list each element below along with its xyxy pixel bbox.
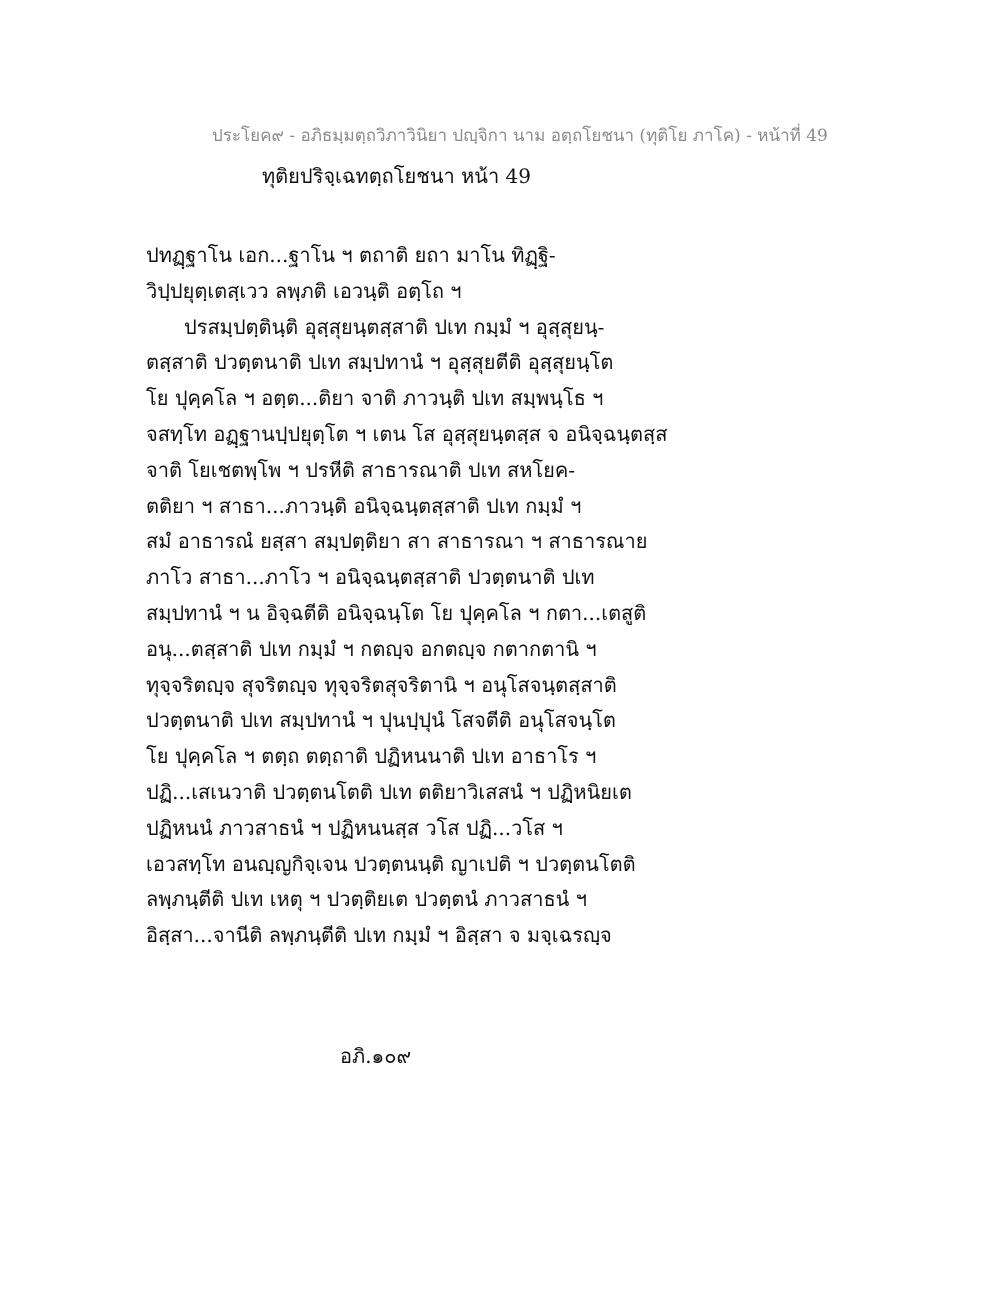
section-title: ทุติยปริจฺเฉทตฺถโยชนา หน้า 49 <box>262 164 531 188</box>
text-line: ปฏิหนนํ ภาวสาธนํ ฯ ปฏิหนนสฺส วโส ปฏิ...วโส ฯ <box>146 815 563 840</box>
text-line: ปทฏฺฐาโน เอก...ฐาโน ฯ ตถาติ ยถา มาโน ทิฏฺฐิ- <box>146 243 556 267</box>
running-header: ประโยค๙ - อภิธมฺมตฺถวิภาวินิยา ปญฺจิกา นาม อตฺถโยชนา (ทุติโย ภาโค) - หน้าที่ 49 <box>212 126 828 146</box>
text-line: โย ปุคฺคโล ฯ ตตฺถ ตตฺถาติ ปฏิหนนาติ ปเท อาธาโร ฯ <box>146 744 597 769</box>
text-line: จาติ โยเชตพฺโพ ฯ ปรหีติ สาธารณาติ ปเท สหโยค- <box>146 457 575 482</box>
text-line: โย ปุคฺคโล ฯ อตฺต...ติยา จาติ ภาวนฺติ ปเท สมฺพนฺโธ ฯ <box>146 386 604 411</box>
page-footer: อภิ.๑๐๙ <box>340 1044 412 1068</box>
text-line: สมํ อาธารณํ ยสฺสา สมฺปตฺติยา สา สาธารณา ฯ สาธารณาย <box>146 529 648 554</box>
text-line: ภาโว สาธา...ภาโว ฯ อนิจฺฉนฺตสฺสาติ ปวตฺตนาติ ปเท <box>146 565 595 590</box>
text-line: ปฏิ...เสเนวาติ ปวตฺตนโตติ ปเท ตติยาวิเสสนํ ฯ ปฏิหนิยเต <box>146 779 632 804</box>
text-line: ทุจฺจริตญฺจ สุจริตญฺจ ทุจฺจริตสุจริตานิ ฯ อนุโสจนฺตสฺสาติ <box>146 672 617 697</box>
text-line: ตติยา ฯ สาธา...ภาวนฺติ อนิจฺฉนฺตสฺสาติ ปเท กมฺมํ ฯ <box>146 493 582 518</box>
text-line: จสทฺโท อฏฺฐานปฺปยุตฺโต ฯ เตน โส อุสฺสุยนฺตสฺส จ อนิจฺฉนฺตสฺส <box>146 421 668 446</box>
text-line: สมฺปทานํ ฯ น อิจฺฉตีติ อนิจฺฉนฺโต โย ปุคฺคโล ฯ กตา...เตสูติ <box>146 600 647 625</box>
text-line: ตสฺสาติ ปวตฺตนาติ ปเท สมฺปทานํ ฯ อุสฺสุยตีติ อุสฺสุยนฺโต <box>146 350 614 375</box>
text-line: ปรสมฺปตฺตินฺติ อุสฺสุยนฺตสฺสาติ ปเท กมฺมํ ฯ อุสฺสุยนฺ- <box>184 314 605 339</box>
text-line: อิสฺสา...จานีติ ลพฺภนฺตีติ ปเท กมฺมํ ฯ อิสฺสา จ มจฺเฉรญฺจ <box>146 923 612 948</box>
text-line: ปวตฺตนาติ ปเท สมฺปทานํ ฯ ปุนปฺปุนํ โสจตีติ อนุโสจนฺโต <box>146 708 616 733</box>
text-line: เอวสทฺโท อนญฺญกิจฺเจน ปวตฺตนนฺติ ญาเปติ ฯ ปวตฺตนโตติ <box>146 851 636 876</box>
text-line: อนุ...ตสฺสาติ ปเท กมฺมํ ฯ กตญฺจ อกตญฺจ กตากตานิ ฯ <box>146 636 597 661</box>
body-text <box>146 238 866 954</box>
text-line: วิปฺปยุตฺเตสฺเวว ลพฺภติ เอวนฺติ อตฺโถ ฯ <box>146 278 462 303</box>
text-line: ลพฺภนฺตีติ ปเท เหตุ ฯ ปวตฺติยเต ปวตฺตนํ ภาวสาธนํ ฯ <box>146 887 587 912</box>
